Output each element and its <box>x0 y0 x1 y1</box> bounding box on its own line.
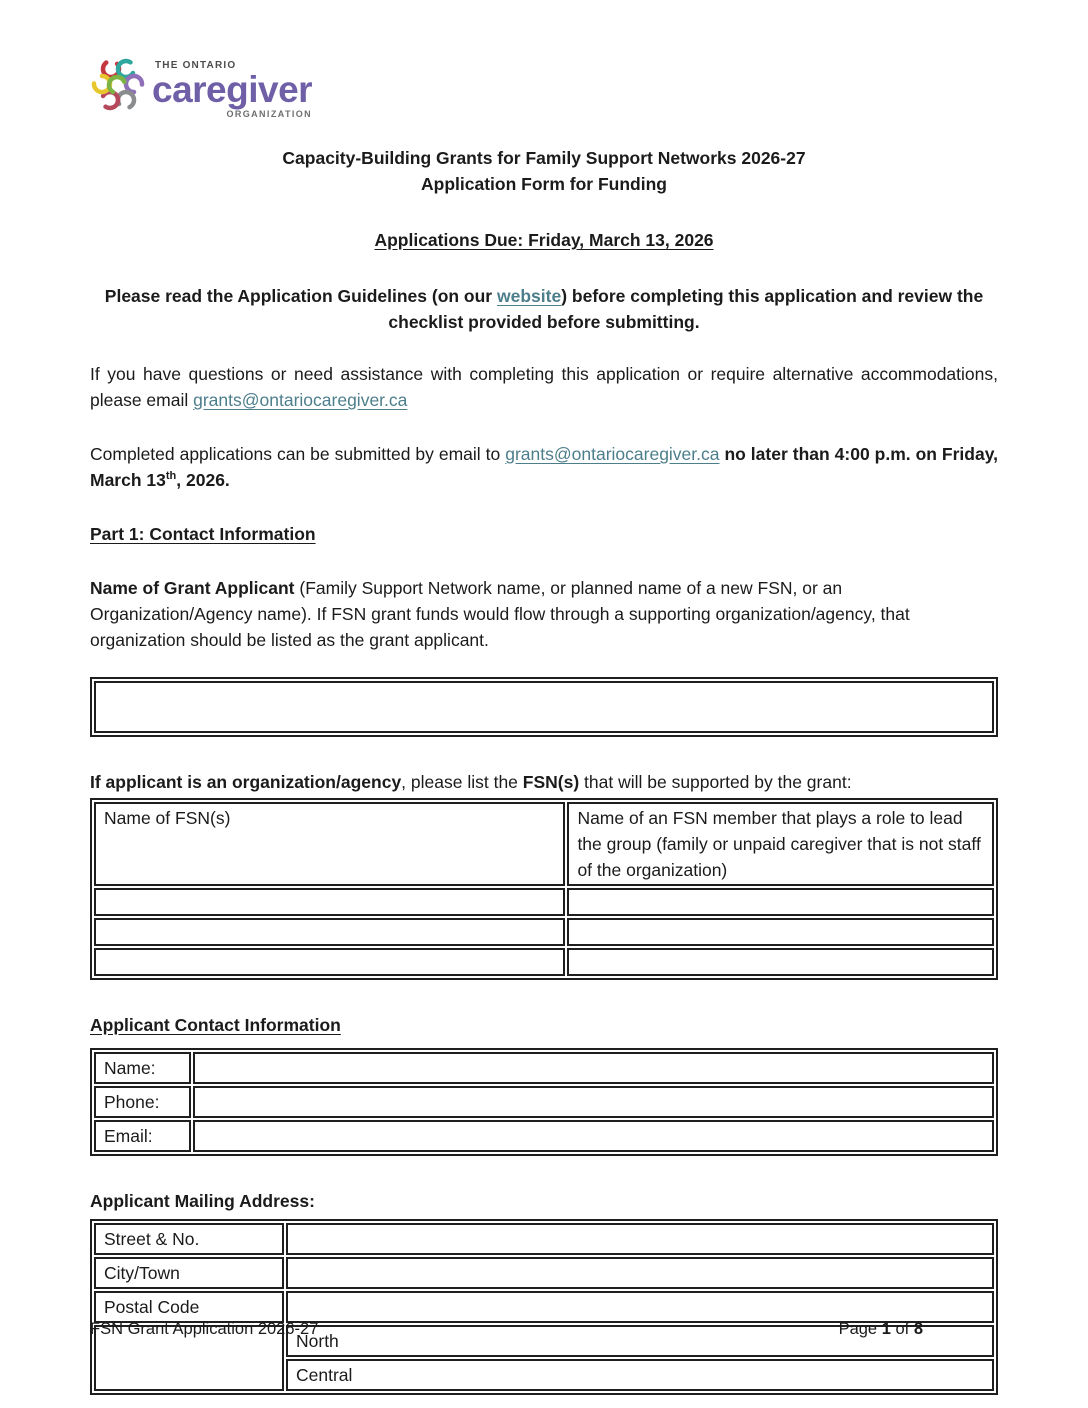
org-logo <box>90 56 998 119</box>
fsn-table <box>90 798 998 980</box>
city-label: City/Town <box>94 1257 284 1289</box>
fsn-member-field[interactable] <box>567 918 994 946</box>
questions-paragraph: If you have questions or need assistance with completing this application or require alternative accommodations, please email grants@ontariocaregiver.ca <box>90 364 998 410</box>
street-label: Street & No. <box>94 1223 284 1255</box>
footer-document-title: FSN Grant Application 2026-27 <box>90 1320 319 1338</box>
guidelines-paragraph: Please read the Application Guidelines (on our website) before completing this application and review the checklist provided before submitting. <box>104 286 984 332</box>
fsn-name-field[interactable] <box>94 948 565 976</box>
table-row <box>94 1223 994 1255</box>
contact-info-table <box>90 1048 998 1156</box>
table-row <box>94 1257 994 1289</box>
title-line-2: Application Form for Funding <box>421 174 667 194</box>
table-row <box>94 1120 994 1152</box>
fsn-member-field[interactable] <box>567 948 994 976</box>
caregiver-logo-icon <box>90 56 146 116</box>
grant-applicant-name-table <box>90 677 998 737</box>
city-field[interactable] <box>286 1257 994 1289</box>
contact-phone-label: Phone: <box>94 1086 191 1118</box>
contact-phone-field[interactable] <box>193 1086 994 1118</box>
logo-top-text: THE ONTARIO <box>155 60 237 71</box>
region-option-central[interactable]: Central <box>286 1359 994 1391</box>
table-row <box>94 1086 994 1118</box>
street-field[interactable] <box>286 1223 994 1255</box>
mailing-address-table <box>90 1219 998 1395</box>
contact-name-field[interactable] <box>193 1052 994 1084</box>
due-date-line: Applications Due: Friday, March 13, 2026 <box>374 230 714 250</box>
submission-paragraph: Completed applications can be submitted by email to grants@ontariocaregiver.ca no later than 4:00 p.m. on Friday, March 13th, 2026. <box>90 444 999 490</box>
fsn-name-field[interactable] <box>94 918 565 946</box>
logo-brand-name: caregiver <box>152 69 313 110</box>
table-row <box>94 948 994 976</box>
postal-code-field[interactable] <box>286 1291 994 1323</box>
table-row <box>94 918 994 946</box>
table-row <box>94 888 994 916</box>
org-agency-instructions: If applicant is an organization/agency, please list the FSN(s) that will be supported by the grant: <box>90 772 852 792</box>
contact-info-heading: Applicant Contact Information <box>90 1015 341 1035</box>
fsn-table-header-row <box>94 802 994 886</box>
website-link[interactable]: website <box>497 286 562 306</box>
logo-bottom-text: ORGANIZATION <box>226 109 313 119</box>
contact-email-label: Email: <box>94 1120 191 1152</box>
grants-email-link-2[interactable]: grants@ontariocaregiver.ca <box>505 444 720 464</box>
grant-applicant-name-field[interactable] <box>94 681 994 733</box>
region-option-north[interactable]: North <box>286 1325 994 1357</box>
fsn-name-field[interactable] <box>94 888 565 916</box>
mailing-address-heading: Applicant Mailing Address: <box>90 1191 315 1211</box>
table-row <box>94 1291 994 1323</box>
document-title <box>90 145 998 197</box>
fsn-name-header-cell: Name of FSN(s) <box>94 802 565 886</box>
page-footer <box>90 1320 998 1339</box>
applicant-name-instructions: Name of Grant Applicant (Family Support Network name, or planned name of a new FSN, or an Organization/Agency name). If FSN grant funds would flow through a supporting organization/agency, that organization should be listed as the grant applicant. <box>90 578 910 650</box>
contact-name-label: Name: <box>94 1052 191 1084</box>
grants-email-link[interactable]: grants@ontariocaregiver.ca <box>193 390 408 410</box>
contact-email-field[interactable] <box>193 1120 994 1152</box>
part1-heading: Part 1: Contact Information <box>90 524 316 544</box>
page-number: Page 1 of 8 <box>838 1320 923 1338</box>
fsn-member-header-cell: Name of an FSN member that plays a role to lead the group (family or unpaid caregiver that is not staff of the organization) <box>567 802 994 886</box>
postal-code-label: Postal Code <box>94 1291 284 1323</box>
fsn-member-field[interactable] <box>567 888 994 916</box>
title-line-1: Capacity-Building Grants for Family Support Networks 2026-27 <box>282 148 806 168</box>
table-row <box>94 1052 994 1084</box>
